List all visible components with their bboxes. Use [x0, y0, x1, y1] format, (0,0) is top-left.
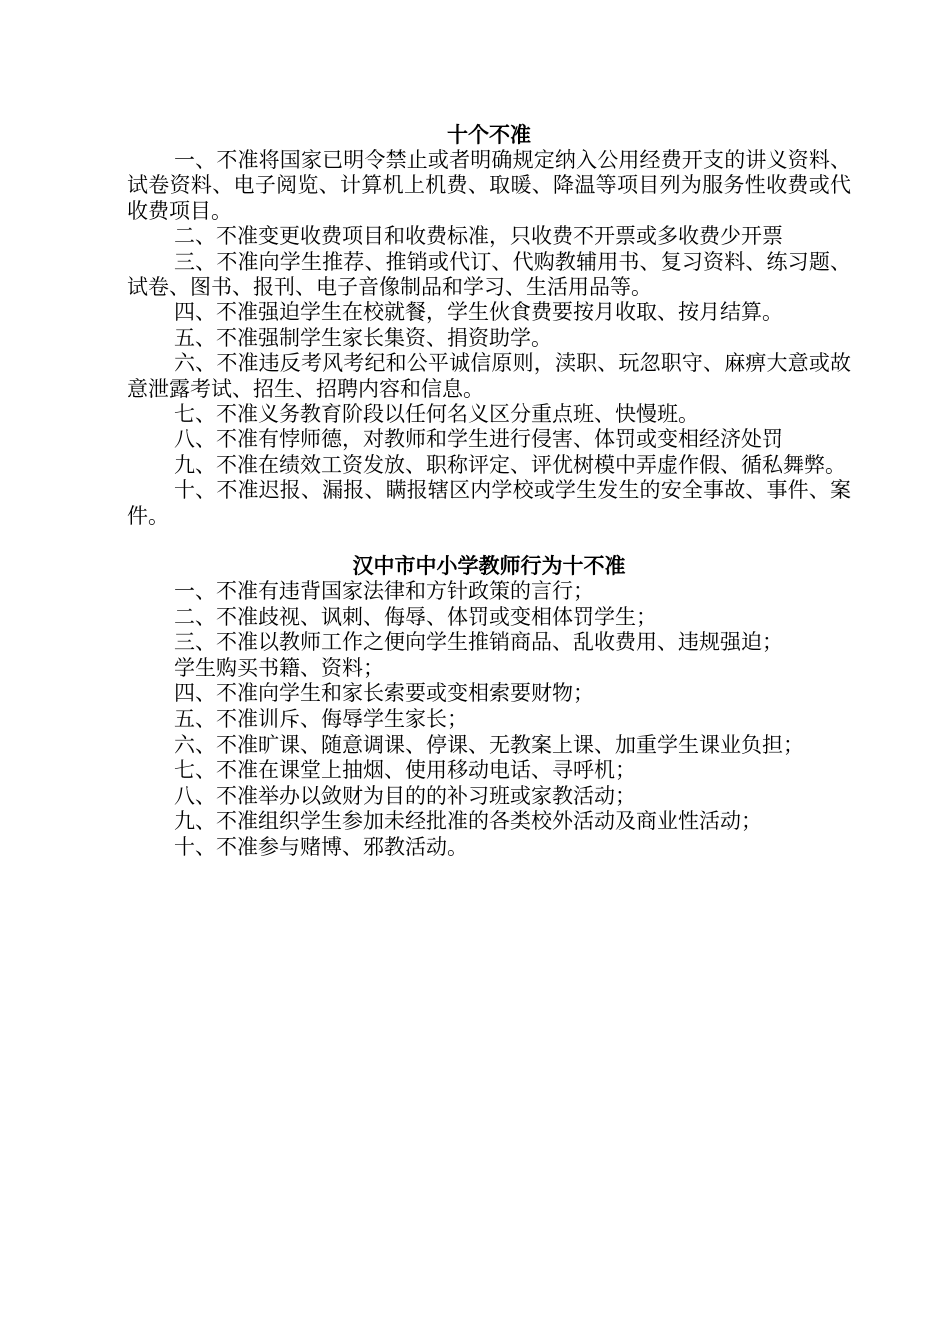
section2-rule-9: 九、不准组织学生参加未经批准的各类校外活动及商业性活动； [174, 809, 762, 834]
section2-title: 汉中市中小学教师行为十不准 [352, 554, 626, 579]
section1-rule-6: 六、不准违反考风考纪和公平诚信原则，渎职、玩忽职守、麻痹大意或故意泄露考试、招生、招聘内容和信息。 [127, 351, 851, 401]
section1-rule-4: 四、不准强迫学生在校就餐，学生伙食费要按月收取、按月结算。 [174, 300, 783, 325]
section2-rule-2: 二、不准歧视、讽刺、侮辱、体罚或变相体罚学生； [174, 604, 657, 629]
section1-rule-7: 七、不准义务教育阶段以任何名义区分重点班、快慢班。 [174, 402, 699, 427]
section2-rule-3: 三、不准以教师工作之便向学生推销商品、乱收费用、违规强迫； [174, 630, 783, 655]
section-spacer [127, 529, 851, 553]
section2-rule-4: 四、不准向学生和家长索要或变相索要财物； [174, 681, 594, 706]
section2-rule-5: 五、不准训斥、侮辱学生家长； [174, 707, 468, 732]
section1-rule-10: 十、不准迟报、漏报、瞒报辖区内学校或学生发生的安全事故、事件、案件。 [127, 478, 851, 528]
section1-rule-8: 八、不准有悖师德，对教师和学生进行侵害、体罚或变相经济处罚 [174, 427, 783, 452]
section2-rule-8: 八、不准举办以敛财为目的的补习班或家教活动； [174, 783, 636, 808]
section1-rule-9: 九、不准在绩效工资发放、职称评定、评优树模中弄虚作假、循私舞弊。 [174, 452, 846, 477]
section1-rule-2: 二、不准变更收费项目和收费标准，只收费不开票或多收费少开票 [174, 224, 783, 249]
section1-rule-3: 三、不准向学生推荐、推销或代订、代购教辅用书、复习资料、练习题、试卷、图书、报刊、电子音像制品和学习、生活用品等。 [127, 249, 851, 300]
section2-rule-3-continued: 学生购买书籍、资料； [174, 655, 384, 680]
section1-rule-5: 五、不准强制学生家长集资、捐资助学。 [174, 325, 552, 350]
section1-rule-1: 一、不准将国家已明令禁止或者明确规定纳入公用经费开支的讲义资料、试卷资料、电子阅览、计算机上机费、取暖、降温等项目列为服务性收费或代收费项目。 [127, 148, 851, 223]
section1-title: 十个不准 [447, 123, 531, 147]
section2-rule-10: 十、不准参与赌博、邪教活动。 [174, 835, 468, 860]
section2-rule-1: 一、不准有违背国家法律和方针政策的言行； [174, 579, 594, 604]
document-page [127, 122, 851, 861]
section2-rule-7: 七、不准在课堂上抽烟、使用移动电话、寻呼机； [174, 758, 636, 783]
section2-rule-6: 六、不准旷课、随意调课、停课、无教案上课、加重学生课业负担； [174, 732, 804, 757]
